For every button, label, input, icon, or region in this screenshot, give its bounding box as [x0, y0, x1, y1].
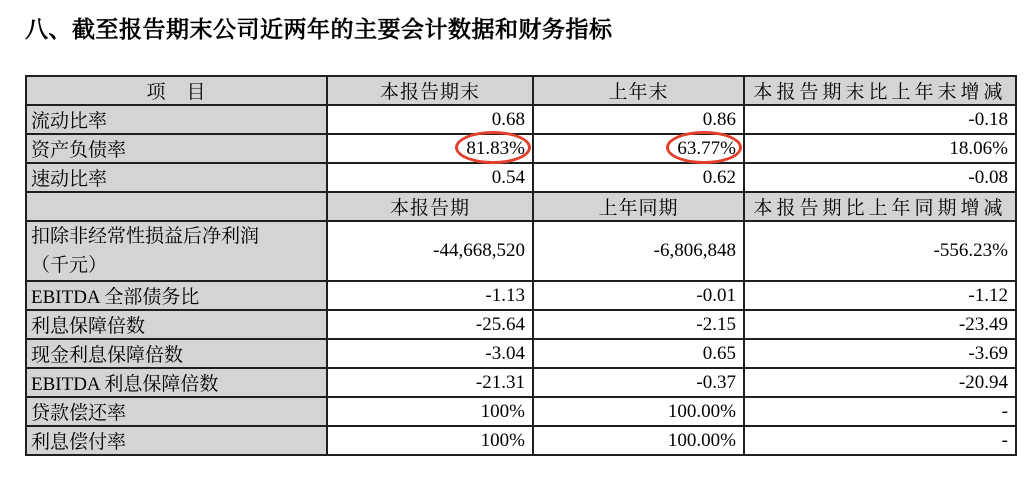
row-current-value: -1.13 — [327, 281, 533, 310]
row-prior-value: 0.65 — [533, 339, 744, 368]
row-label: EBITDA 全部债务比 — [26, 281, 327, 310]
header-change-vs-prior-year-end-cell: 本报告期末比上年末增减 — [744, 76, 1016, 105]
row-change-value: - — [744, 426, 1016, 455]
table-row-interest-payment-rate — [26, 426, 1016, 455]
row-label: 贷款偿还率 — [26, 397, 327, 426]
data-table — [25, 75, 1017, 456]
row-change-value: -0.18 — [744, 105, 1016, 134]
header-current-period-cell: 本报告期 — [327, 192, 533, 221]
row-label: 速动比率 — [26, 163, 327, 192]
header-same-period-last-year-cell: 上年同期 — [533, 192, 744, 221]
row-change-value: -23.49 — [744, 310, 1016, 339]
table-row-loan-repayment-rate — [26, 397, 1016, 426]
row-prior-value: 100.00% — [533, 426, 744, 455]
row-prior-value: 0.62 — [533, 163, 744, 192]
row-prior-value: -6,806,848 — [533, 221, 744, 281]
table-row-interest-coverage — [26, 310, 1016, 339]
header-row-period-end — [26, 76, 1016, 105]
row-label-line1: 扣除非经常性损益后净利润 — [31, 226, 260, 247]
row-prior-value: -2.15 — [533, 310, 744, 339]
table-row-cash-interest-coverage — [26, 339, 1016, 368]
row-prior-value — [533, 134, 744, 163]
page-title: 八、截至报告期末公司近两年的主要会计数据和财务指标 — [25, 17, 613, 42]
row-label: EBITDA 利息保障倍数 — [26, 368, 327, 397]
row-label: 利息偿付率 — [26, 426, 327, 455]
header-item-cell: 项 目 — [26, 76, 327, 105]
row-label: 资产负债率 — [26, 134, 327, 163]
table-row-ebitda-interest-coverage — [26, 368, 1016, 397]
row-change-value: -20.94 — [744, 368, 1016, 397]
row-current-value: 0.54 — [327, 163, 533, 192]
table-row-debt-to-asset-ratio — [26, 134, 1016, 163]
header-prior-year-end-cell: 上年末 — [533, 76, 744, 105]
table-row-ebitda-total-debt-ratio — [26, 281, 1016, 310]
row-current-value: 100% — [327, 426, 533, 455]
row-current-value — [327, 134, 533, 163]
row-label: 利息保障倍数 — [26, 310, 327, 339]
row-current-value: -44,668,520 — [327, 221, 533, 281]
row-label: 现金利息保障倍数 — [26, 339, 327, 368]
row-change-value: -0.08 — [744, 163, 1016, 192]
row-change-value: 18.06% — [744, 134, 1016, 163]
row-label: 流动比率 — [26, 105, 327, 134]
row-current-value: -25.64 — [327, 310, 533, 339]
row-current-value: 0.68 — [327, 105, 533, 134]
row-change-value: -3.69 — [744, 339, 1016, 368]
header-row-reporting-period — [26, 192, 1016, 221]
row-label — [26, 221, 327, 281]
row-prior-value: -0.37 — [533, 368, 744, 397]
row-current-value: -21.31 — [327, 368, 533, 397]
financial-indicators-table — [25, 75, 1017, 456]
row-change-value: -556.23% — [744, 221, 1016, 281]
table-row-net-profit-excl-nonrecurring — [26, 221, 1016, 281]
row-current-value: 100% — [327, 397, 533, 426]
row-change-value: - — [744, 397, 1016, 426]
row-change-value: -1.12 — [744, 281, 1016, 310]
row-prior-value: 0.86 — [533, 105, 744, 134]
row-prior-value: 100.00% — [533, 397, 744, 426]
header-current-period-end-cell: 本报告期末 — [327, 76, 533, 105]
row-prior-value: -0.01 — [533, 281, 744, 310]
header-empty-cell — [26, 192, 327, 221]
row-current-value: -3.04 — [327, 339, 533, 368]
red-ellipse-highlight: 63.77% — [677, 137, 736, 159]
red-ellipse-highlight: 81.83% — [466, 137, 525, 159]
header-change-vs-same-period-cell: 本报告期比上年同期增减 — [744, 192, 1016, 221]
table-row-current-ratio — [26, 105, 1016, 134]
table-row-quick-ratio — [26, 163, 1016, 192]
row-label-line2: （千元） — [31, 255, 108, 276]
